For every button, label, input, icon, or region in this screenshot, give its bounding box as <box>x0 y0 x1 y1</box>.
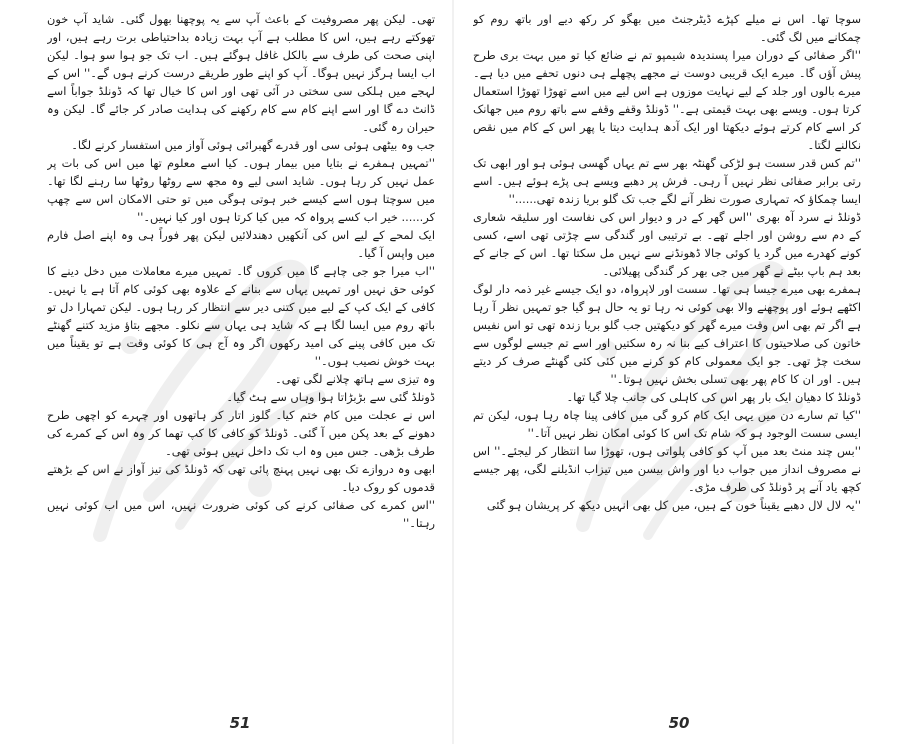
paragraph: ''تم کس قدر سست ہو لڑکی گھنٹہ بھر سے تم یہاں گھسی ہوئی ہو اور ابھی تک رتی برابر صفائی نظر نہیں آ رہی۔ فرش پر دھبے ویسے ہی پڑے ہوئے ہیں۔ اسے ایسا چمکاؤ کہ تمہاری صورت نظر آنے لگے جب تک گلو بریا زندہ تھی......'' <box>473 156 861 206</box>
paragraph: ابھی وہ دروازے تک بھی نہیں پہنچ پائی تھی کہ ڈونلڈ کی تیز آواز نے اس کے بڑھتے قدموں کو روک دیا۔ <box>47 462 435 494</box>
paragraph: وہ تیزی سے ہاتھ چلانے لگی تھی۔ <box>275 372 435 386</box>
paragraph: اس نے عجلت میں کام ختم کیا۔ گلوز اتار کر ہاتھوں اور چہرے کو اچھی طرح دھونے کے بعد پکن میں آ گئی۔ ڈونلڈ کو کافی کا کپ تھما کر وہ اس کے کمرے کی طرف بڑھی۔ جس میں وہ اب تک داخل نہیں ہوئی تھی۔ <box>47 408 435 458</box>
paragraph: ایک لمحے کے لیے اس کی آنکھیں دھندلائیں لیکن پھر فوراً ہی وہ اپنے اصل فارم میں واپس آ گیا۔ <box>47 228 435 260</box>
paragraph: ''اس کمرے کی صفائی کرنے کی کوئی ضرورت نہیں، اس میں اب کوئی نہیں رہتا۔'' <box>47 498 435 530</box>
paragraph: سوچا تھا۔ اس نے میلے کپڑے ڈیٹرجنٹ میں بھگو کر رکھ دیے اور باتھ روم کو چمکانے میں لگ گئی۔ <box>473 12 861 44</box>
page-50 <box>453 0 906 744</box>
paragraph: ''تمہیں ہمفرے نے بتایا میں بیمار ہوں۔ کیا اسے معلوم تھا میں اس کی بات پر عمل نہیں کر رہا ہوں۔ شاید اسی لیے وہ مجھ سے روٹھا روٹھا سا رہنے لگا تھا۔ میں سوچتا ہوں اسے کیسے خبر ہوتی ہوگی میں تو حتی الامکان اس سے چھپ کر...... خیر اب کسے پرواہ کہ میں کیا کرتا ہوں اور کیا نہیں۔'' <box>47 156 435 224</box>
paragraph: جب وہ بیٹھی ہوئی سی اور قدرے گھبرائی ہوئی آواز میں استفسار کرنے لگا۔ <box>71 138 435 152</box>
paragraph: ''یہ لال لال دھبے یقیناً خون کے ہیں، میں کل بھی انہیں دیکھ کر پریشان ہو گئی <box>486 498 861 512</box>
paragraph: ''بس چند منٹ بعد میں آپ کو کافی پلواتی ہوں، تھوڑا سا انتظار کر لیجئے۔'' اس نے مصروف انداز میں جواب دیا اور واش بیسن میں تیزاب انڈیلنے لگی، پھر جیسے کچھ یاد آنے پر ڈونلڈ کی طرف مڑی۔ <box>473 444 861 494</box>
paragraph: ''اب میرا جو جی چاہے گا میں کروں گا۔ تمہیں میرے معاملات میں دخل دینے کا کوئی حق نہیں اور تمہیں یہاں سے بنانے کے علاوہ بھی کوئی کام آتا ہے یا نہیں۔ کافی کے ایک کپ کے لیے میں کتنی دیر سے انتظار کر رہا ہوں۔ لیکن تمہارا دل تو باتھ روم میں ایسا لگا ہے کہ شاید ہی یہاں سے نکلو۔ مجھے بتاؤ مزید کتنے گھنٹے تک میں کافی پینے کی امید رکھوں اگر وہ آج ہی کا کوئی وقت ہے تو یقیناً میں بہت خوش نصیب ہوں۔'' <box>47 264 435 368</box>
paragraph: ''اگر صفائی کے دوران میرا پسندیدہ شیمپو تم نے ضائع کیا تو میں بہت بری طرح پیش آؤں گا۔ میرے ایک قریبی دوست نے مجھے پچھلے ہی دنوں تحفے میں دیا ہے۔ میرے بالوں اور جلد کے لیے نہایت موزوں ہے اس لیے میں اسے تھوڑا تھوڑا استعمال کرتا ہوں۔ ویسے بھی بہت قیمتی ہے۔'' ڈونلڈ وقفے وقفے سے باتھ روم میں جھانک کر اسے کام کرتے ہوئے دیکھتا اور ایک آدھ ہدایت دیتا یا پھر اس کے کام میں نقص نکالنے لگتا۔ <box>473 48 861 152</box>
paragraph: ''کیا تم سارے دن میں یہی ایک کام کرو گی میں کافی پینا چاہ رہا ہوں، لیکن تم ایسی سست الوجود ہو کہ شام تک اس کا کوئی امکان نظر نہیں آتا۔'' <box>473 408 861 440</box>
page-body-text <box>473 10 861 700</box>
paragraph: ڈونلڈ گئی سے بڑبڑاتا ہوا وہاں سے ہٹ گیا۔ <box>226 390 435 404</box>
page-number: 51 <box>229 714 251 732</box>
paragraph: ڈونلڈ نے سرد آہ بھری ''اس گھر کے در و دیوار اس کی نفاست اور سلیقہ شعاری کے دم سے روشن اور اجلے تھے۔ بے ترتیبی اور گندگی سے چڑتی تھی اسے، کسی کونے کھدرے میں گرد یا کوئی جالا ڈھونڈنے سے نہیں مل سکتا تھا۔ اس کے جانے کے بعد ہم باپ بیٹے نے گھر میں جی بھر کر گندگی پھیلائی۔ <box>473 210 861 278</box>
page-body-text <box>47 10 435 700</box>
paragraph: ہمفرے بھی میرے جیسا ہی تھا۔ سست اور لاپرواہ، دو ایک جیسے غیر ذمہ دار لوگ اکٹھے ہوئے اور پوچھنے والا بھی کوئی نہ رہا تو یہ حال ہو گیا جو تمہیں نظر آ رہا ہے اگر تم بھی اس وقت میرے گھر کو دیکھتیں جب گلو بریا زندہ تھی تو اس نفیس خاتون کی صلاحیتوں کا اعتراف کیے بنا نہ رہ سکتیں اور اسے تم جیسے لوگوں سے سخت چڑ تھی۔ جو ایک معمولی کام کو کرنے میں کئی کئی گھنٹے صرف کر دیتے ہیں۔ اور ان کا کام پھر بھی تسلی بخش نہیں ہوتا۔'' <box>473 282 861 386</box>
page-number: 50 <box>668 714 690 732</box>
paragraph: تھی۔ لیکن پھر مصروفیت کے باعث آپ سے یہ پوچھنا بھول گئی۔ شاید آپ خون تھوکتے رہے ہیں، اس کا مطلب ہے آپ بہت زیادہ بداحتیاطی برت رہے ہیں، اور اپنی صحت کی طرف سے بالکل غافل ہوگئے ہیں۔ اب تک جو ہوا سو ہوا۔ لیکن اب ایسا ہرگز نہیں ہوگا۔ آپ کو اپنے طور طریقے درست کرنے ہوں گے۔'' اس کے لہجے میں ہلکی سی سختی در آئی تھی اور اس کا خیال تھا کہ ڈونلڈ جواباً اسے ڈانٹ دے گا اور اسے اپنے کام سے کام رکھنے کی ہدایت صادر کر جائے گا۔ لیکن وہ حیران رہ گئی۔ <box>47 12 435 134</box>
paragraph: ڈونلڈ کا دھیان ایک بار پھر اس کی کاہلی کی جانب چلا گیا تھا۔ <box>566 390 861 404</box>
